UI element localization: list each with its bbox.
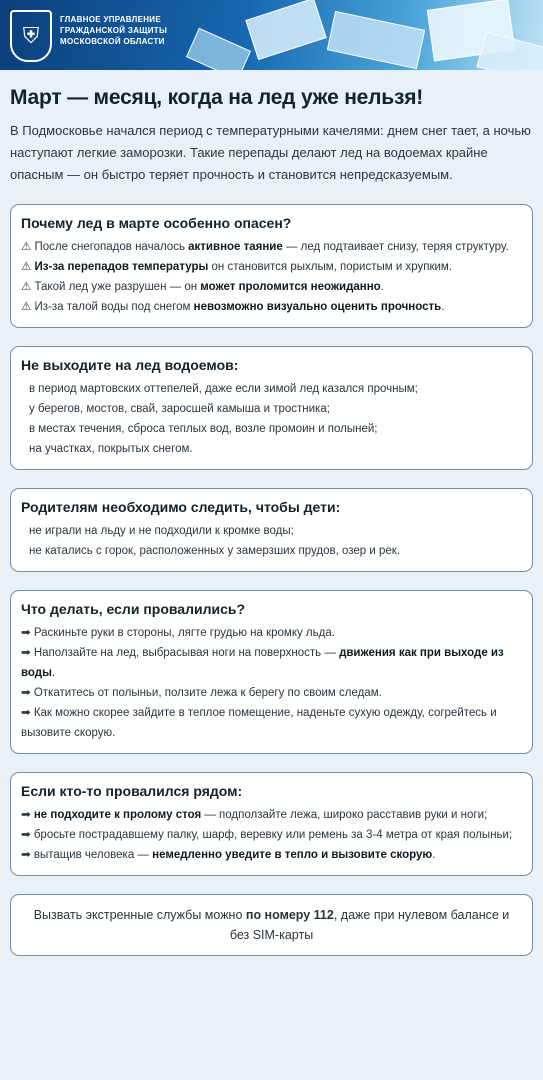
- emergency-number: по номеру 112: [245, 908, 334, 922]
- list-item: [21, 439, 522, 459]
- item-text-tail: — подползайте лежа, широко расставив руки и ноги;: [201, 809, 488, 821]
- card-title: Родителям необходимо следить, чтобы дети:: [21, 499, 341, 515]
- emergency-number-note: [10, 894, 533, 956]
- item-text-tail: .: [432, 849, 436, 861]
- list-item: [21, 805, 522, 825]
- list-item: [21, 623, 522, 643]
- item-text-tail: .: [380, 281, 384, 293]
- card-title: Почему лед в марте особенно опасен?: [21, 215, 292, 231]
- organization-name: [60, 14, 167, 47]
- list-item: [21, 419, 522, 439]
- info-card: [10, 488, 533, 572]
- info-card: [10, 346, 533, 470]
- item-text: ➡ Откатитесь от полыньи, ползите лежа к берегу по своим следам.: [21, 687, 382, 699]
- item-text: ➡ Раскиньте руки в стороны, лягте грудью на кромку льда.: [21, 627, 335, 639]
- ice-floe-decoration: [186, 28, 251, 70]
- list-item: [21, 257, 522, 277]
- item-text: в местах течения, сброса теплых вод, возле промоин и полыней;: [29, 423, 378, 435]
- item-text: в период мартовских оттепелей, даже если зимой лед казался прочным;: [29, 383, 418, 395]
- list-item: [21, 379, 522, 399]
- item-text: на участках, покрытых снегом.: [29, 443, 193, 455]
- item-emphasis: не подходите к пролому стоя: [33, 809, 202, 821]
- item-text: ➡ Как можно скорее зайдите в теплое помещение, наденьте сухую одежду, согрейтесь и вызовите скорую.: [21, 707, 497, 739]
- item-text-tail: он становится рыхлым, пористым и хрупким.: [208, 261, 453, 273]
- page-title: Март — месяц, когда на лед уже нельзя!: [10, 86, 424, 109]
- list-item: [21, 643, 522, 683]
- item-text: ➡ бросьте пострадавшему палку, шарф, веревку или ремень за 3-4 метра от края полыньи;: [21, 829, 513, 841]
- cards-container: [10, 204, 533, 876]
- list-item: [21, 541, 522, 561]
- item-text: ⚠ Из-за талой воды под снегом: [21, 301, 194, 313]
- item-text: ➡ Наползайте на лед, выбрасывая ноги на поверхность —: [21, 647, 340, 659]
- item-text-tail: — лед подтаивает снизу, теряя структуру.: [282, 241, 509, 253]
- main-content: [0, 70, 543, 956]
- list-item: [21, 399, 522, 419]
- item-emphasis: активное таяние: [188, 241, 283, 253]
- item-emphasis: невозможно визуально оценить прочность: [193, 301, 442, 313]
- item-text: ➡ вытащив человека —: [21, 849, 153, 861]
- card-title: Что делать, если провалились?: [21, 601, 246, 617]
- card-title: Если кто-то провалился рядом:: [21, 783, 243, 799]
- intro-paragraph: В Подмосковье начался период с температурными качелями: днем снег тает, а ночью наступают легкие заморозки. Такие перепады делают лед на водоемах крайне опасным — он быстро теряет прочность и становится непредсказуемым.: [10, 123, 531, 182]
- info-card: [10, 204, 533, 328]
- list-item: [21, 845, 522, 865]
- list-item: [21, 237, 522, 257]
- org-line: ГРАЖДАНСКОЙ ЗАЩИТЫ: [60, 26, 168, 35]
- header-banner: [0, 0, 543, 70]
- ice-floe-decoration: [245, 0, 326, 60]
- item-emphasis: движения как при выходе из воды: [21, 647, 504, 679]
- card-title: Не выходите на лед водоемов:: [21, 357, 239, 373]
- item-text: не катались с горок, расположенных у замерзших прудов, озер и рек.: [29, 545, 401, 557]
- info-card: [10, 772, 533, 876]
- item-text: ⚠: [21, 261, 35, 273]
- list-item: [21, 703, 522, 743]
- item-emphasis: немедленно уведите в тепло и вызовите скорую: [152, 849, 433, 861]
- info-card: [10, 590, 533, 754]
- item-text-tail: .: [51, 667, 56, 679]
- item-emphasis: Из-за перепадов температуры: [34, 261, 209, 273]
- list-item: [21, 297, 522, 317]
- list-item: [21, 277, 522, 297]
- coat-of-arms-icon: ⛨: [10, 10, 52, 62]
- ice-floe-decoration: [327, 11, 425, 69]
- emergency-text: Вызвать экстренные службы можно: [33, 908, 246, 922]
- item-text: ⚠ Такой лед уже разрушен — он: [21, 281, 201, 293]
- org-line: ГЛАВНОЕ УПРАВЛЕНИЕ: [60, 15, 161, 24]
- list-item: [21, 683, 522, 703]
- list-item: [21, 521, 522, 541]
- item-text-tail: .: [441, 301, 445, 313]
- item-text: ⚠ После снегопадов началось: [21, 241, 189, 253]
- item-emphasis: может проломится неожиданно: [200, 281, 381, 293]
- ice-floe-decoration: [476, 31, 543, 70]
- list-item: [21, 825, 522, 845]
- emergency-text-tail: , даже при нулевом балансе и без SIM-карты: [229, 908, 510, 942]
- item-text: ➡: [21, 809, 34, 821]
- item-text: не играли на льду и не подходили к кромке воды;: [29, 525, 294, 537]
- item-text: у берегов, мостов, свай, заросшей камыша и тростника;: [29, 403, 330, 415]
- org-line: МОСКОВСКОЙ ОБЛАСТИ: [60, 37, 165, 46]
